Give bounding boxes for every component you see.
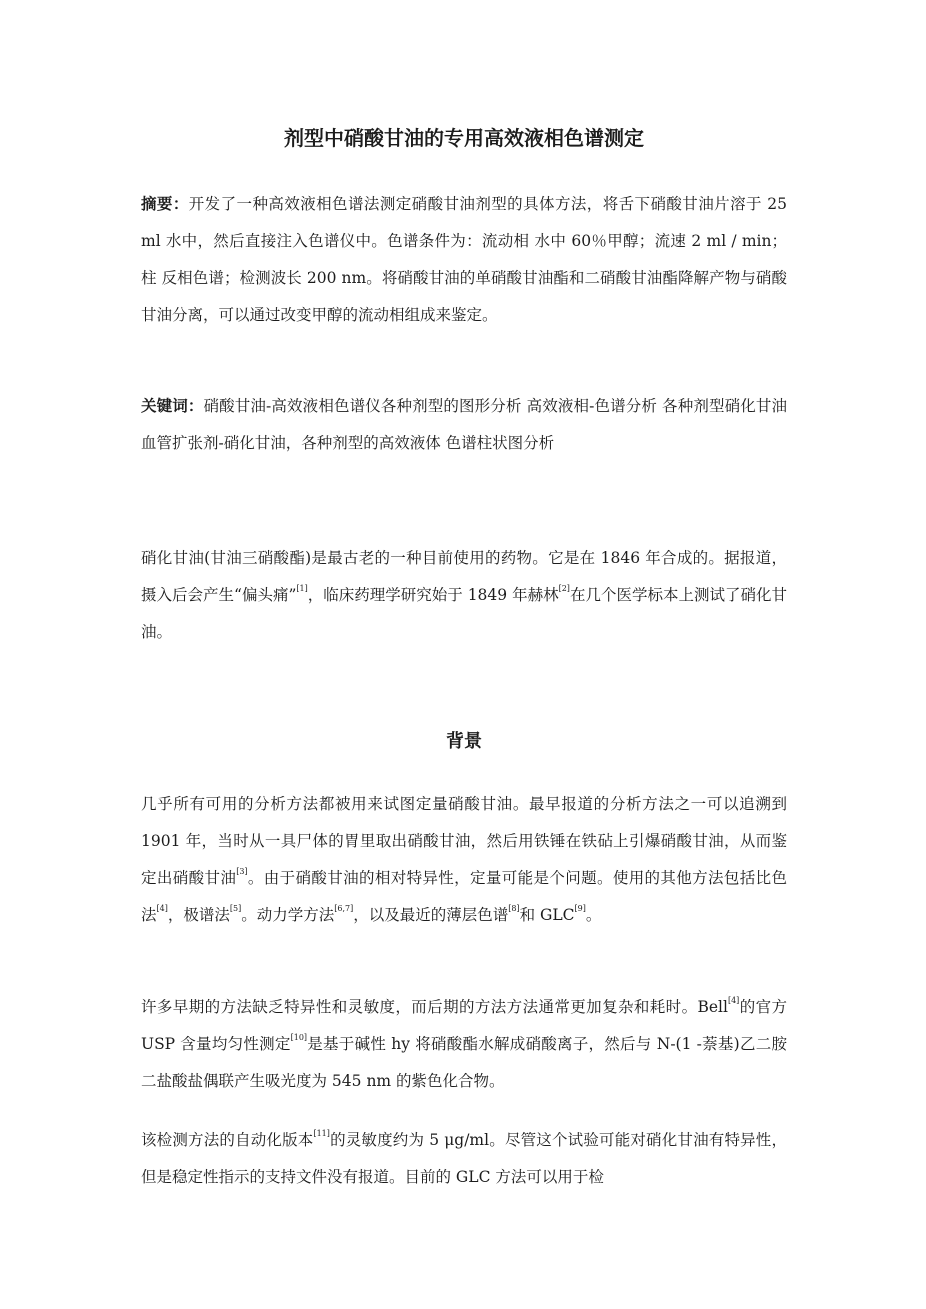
citation-ref: [5] [229,904,242,913]
background-paragraph-2 [141,989,787,1100]
abstract-label: 摘要： [141,195,189,213]
background-paragraph-1 [141,786,787,934]
citation-ref: [1] [296,584,308,593]
paragraph-text: 和 GLC [519,906,575,924]
citation-ref: [8] [508,904,520,913]
paragraph-text: ，以及最近的薄层色谱 [353,906,509,924]
citation-ref: [11] [313,1129,330,1138]
paragraph-text: 该检测方法的自动化版本 [141,1131,314,1149]
background-paragraph-3 [141,1122,787,1196]
citation-ref: [9] [574,904,586,913]
citation-ref: [3] [236,867,248,876]
section-heading-background: 背景 [446,731,482,752]
abstract-text: 开发了一种高效液相色谱法测定硝酸甘油剂型的具体方法，将舌下硝酸甘油片溶于 25 ml 水中，然后直接注入色谱仪中。色谱条件为：流动相 水中 60％甲醇；流速 2 ml / min；柱 反相色谱；检测波长 200 nm。将硝酸甘油的单硝酸甘油酯和二硝酸甘油酯降解产物与硝酸甘油分离，可以通过改变甲醇的流动相组成来鉴定。 [141,195,787,324]
citation-ref: [10] [290,1033,308,1042]
paragraph-text: 许多早期的方法缺乏特异性和灵敏度，而后期的方法方法通常更加复杂和耗时。Bell [141,998,728,1016]
paragraph-text: 。 [585,906,602,924]
keywords-label: 关键词： [141,397,204,415]
citation-ref: [2] [558,584,570,593]
paragraph-text: 几乎所有可用的分析方法都被用来试图定量硝酸甘油。最早报道的分析方法之一可以追溯到 1901 年，当时从一具尸体的胃里取出硝酸甘油，然后用铁锤在铁砧上引爆硝酸甘油，从而鉴定出硝酸甘油 [141,795,787,887]
paragraph-text: 的官方 USP 含量均匀性测定 [141,998,787,1053]
paragraph-text: 。由于硝酸甘油的相对特异性，定量可能是个问题。使用的其他方法包括比色法 [141,869,787,924]
intro-text: 在几个医学标本上测试了硝化甘油。 [141,586,787,641]
paragraph-text: 。动力学方法 [241,906,335,924]
intro-text: 硝化甘油(甘油三硝酸酯)是最古老的一种目前使用的药物。它是在 1846 年合成的。据报道，摄入后会产生“偏头痛” [141,549,787,604]
citation-ref: [6,7] [334,904,354,913]
citation-ref: [4] [727,996,740,1005]
citation-ref: [4] [156,904,168,913]
intro-text: ，临床药理学研究始于 1849 年赫林 [307,586,559,604]
paper-title: 剂型中硝酸甘油的专用高效液相色谱测定 [284,126,644,150]
keywords-paragraph [141,388,787,462]
intro-paragraph [141,540,787,651]
paragraph-text: 是基于碱性 hy 将硝酸酯水解成硝酸离子，然后与 N-(1 -萘基)乙二胺二盐酸盐偶联产生吸光度为 545 nm 的紫色化合物。 [141,1035,787,1090]
paragraph-text: 的灵敏度约为 5 μg/ml。尽管这个试验可能对硝化甘油有特异性，但是稳定性指示的支持文件没有报道。目前的 GLC 方法可以用于检 [141,1131,787,1186]
paragraph-text: ，极谱法 [167,906,230,924]
abstract-paragraph [141,186,787,334]
keywords-text: 硝酸甘油-高效液相色谱仪各种剂型的图形分析 高效液相-色谱分析 各种剂型硝化甘油 血管扩张剂-硝化甘油，各种剂型的高效液体 色谱柱状图分析 [141,397,787,452]
